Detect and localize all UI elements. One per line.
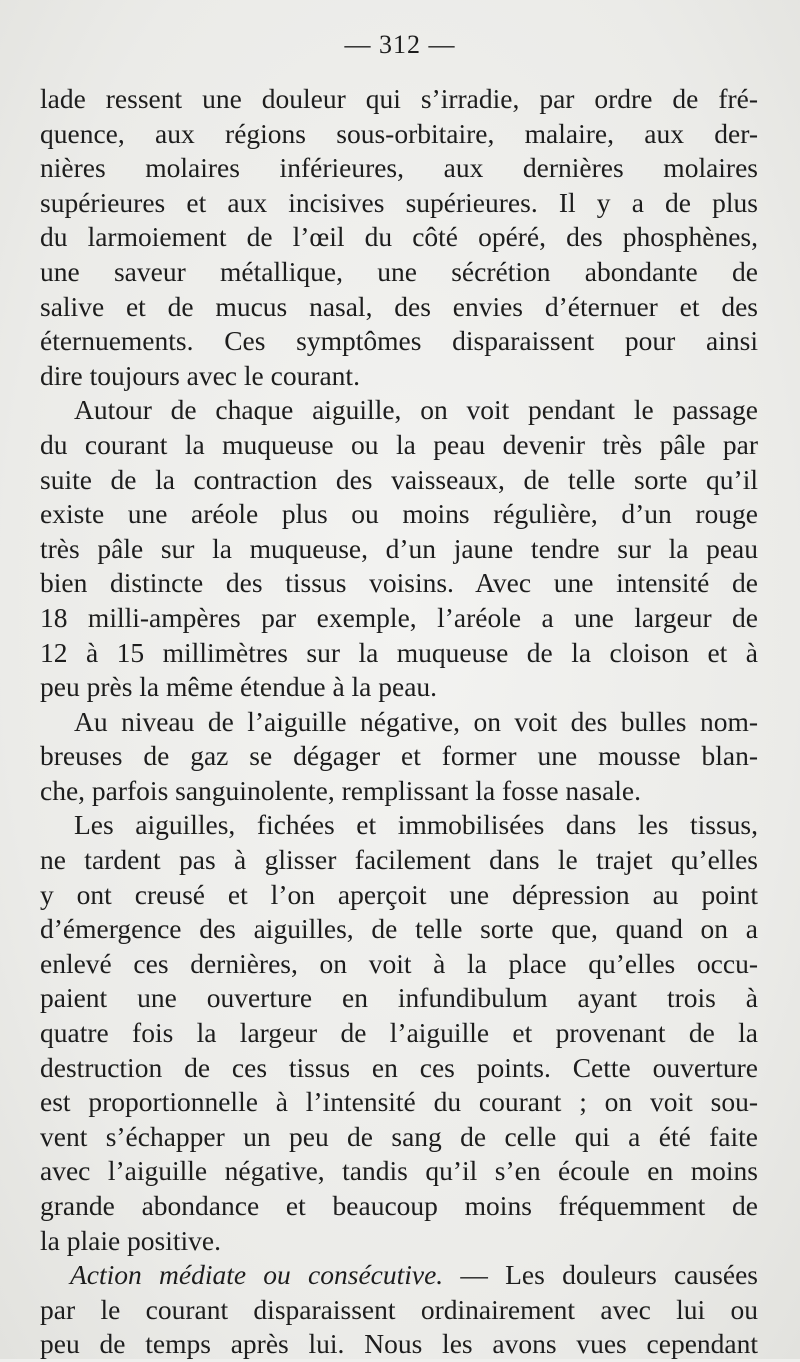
text-line: y ont creusé et l’on aperçoit une dépression au point	[40, 878, 758, 910]
text-line: suite de la contraction des vaisseaux, de telle sorte qu’il	[40, 463, 758, 495]
text-line: lade ressent une douleur qui s’irradie, par ordre de fré-	[40, 83, 758, 114]
text-line: avec l’aiguille négative, tandis qu’il s’en écoule en moins	[40, 1155, 758, 1187]
text-line: bien distincte des tissus voisins. Avec une intensité de	[40, 567, 758, 599]
paragraph-end-line: dire toujours avec le courant.	[40, 359, 360, 391]
italic-heading: Action médiate ou consécutive.	[70, 1259, 444, 1291]
text-line: supérieures et aux incisives supérieures. Il y a de plus	[40, 186, 758, 218]
text-line: ne tardent pas à glisser facilement dans le trajet qu’elles	[40, 844, 758, 876]
text-line: breuses de gaz se dégager et former une mousse blan-	[40, 740, 758, 772]
text-line: paient une ouverture en infundibulum ayant trois à	[40, 982, 758, 1014]
text-line: grande abondance et beaucoup moins fréquemment de	[40, 1190, 758, 1221]
text-line: d’émergence des aiguilles, de telle sorte que, quand on a	[40, 913, 758, 945]
text-line: une saveur métallique, une sécrétion abondante de	[40, 255, 758, 287]
paragraph-end-line: che, parfois sanguinolente, remplissant la fosse nasale.	[40, 774, 641, 806]
text-line: peu de temps après lui. Nous les avons vues cependant	[40, 1328, 758, 1360]
text-line: destruction de ces tissus en ces points. Cette ouverture	[40, 1051, 758, 1083]
text-line: du larmoiement de l’œil du côté opéré, des phosphènes,	[40, 221, 758, 253]
text-line: par le courant disparaissent ordinairement avec lui ou	[40, 1293, 758, 1325]
text-line: 12 à 15 millimètres sur la muqueuse de la cloison et à	[40, 636, 758, 668]
text-line: 18 milli-ampères par exemple, l’aréole a une largeur de	[40, 601, 758, 633]
paragraph-end-line: la plaie positive.	[40, 1224, 221, 1256]
paragraph-start-line: Autour de chaque aiguille, on voit pendant le passage	[74, 394, 758, 426]
paragraph-end-line: peu près la même étendue à la peau.	[40, 671, 438, 703]
text-line: existe une aréole plus ou moins régulière, d’un rouge	[40, 498, 758, 530]
lead-continuation: — Les douleurs causées	[443, 1259, 758, 1291]
text-line: salive et de mucus nasal, des envies d’éternuer et des	[40, 290, 758, 322]
page-number: — 312 —	[344, 30, 456, 59]
text-line: du courant la muqueuse ou la peau devenir très pâle par	[40, 428, 758, 460]
text-line: nières molaires inférieures, aux dernières molaires	[40, 152, 758, 184]
text-line: enlevé ces dernières, on voit à la place qu’elles occu-	[40, 947, 758, 979]
paragraph-start-line: Les aiguilles, fichées et immobilisées dans les tissus,	[74, 809, 758, 841]
section-lead-line	[40, 1258, 758, 1293]
text-line: est proportionnelle à l’intensité du courant ; on voit sou-	[40, 1086, 758, 1118]
text-line: quence, aux régions sous-orbitaire, malaire, aux der-	[40, 117, 758, 149]
paragraph-start-line: Au niveau de l’aiguille négative, on voit des bulles nom-	[74, 705, 758, 737]
body-text	[40, 82, 758, 1362]
text-line: quatre fois la largeur de l’aiguille et provenant de la	[40, 1017, 758, 1049]
text-line: très pâle sur la muqueuse, d’un jaune tendre sur la peau	[40, 532, 758, 564]
text-line: vent s’échapper un peu de sang de celle qui a été faite	[40, 1120, 758, 1152]
text-line: éternuements. Ces symptômes disparaissent pour ainsi	[40, 325, 758, 357]
